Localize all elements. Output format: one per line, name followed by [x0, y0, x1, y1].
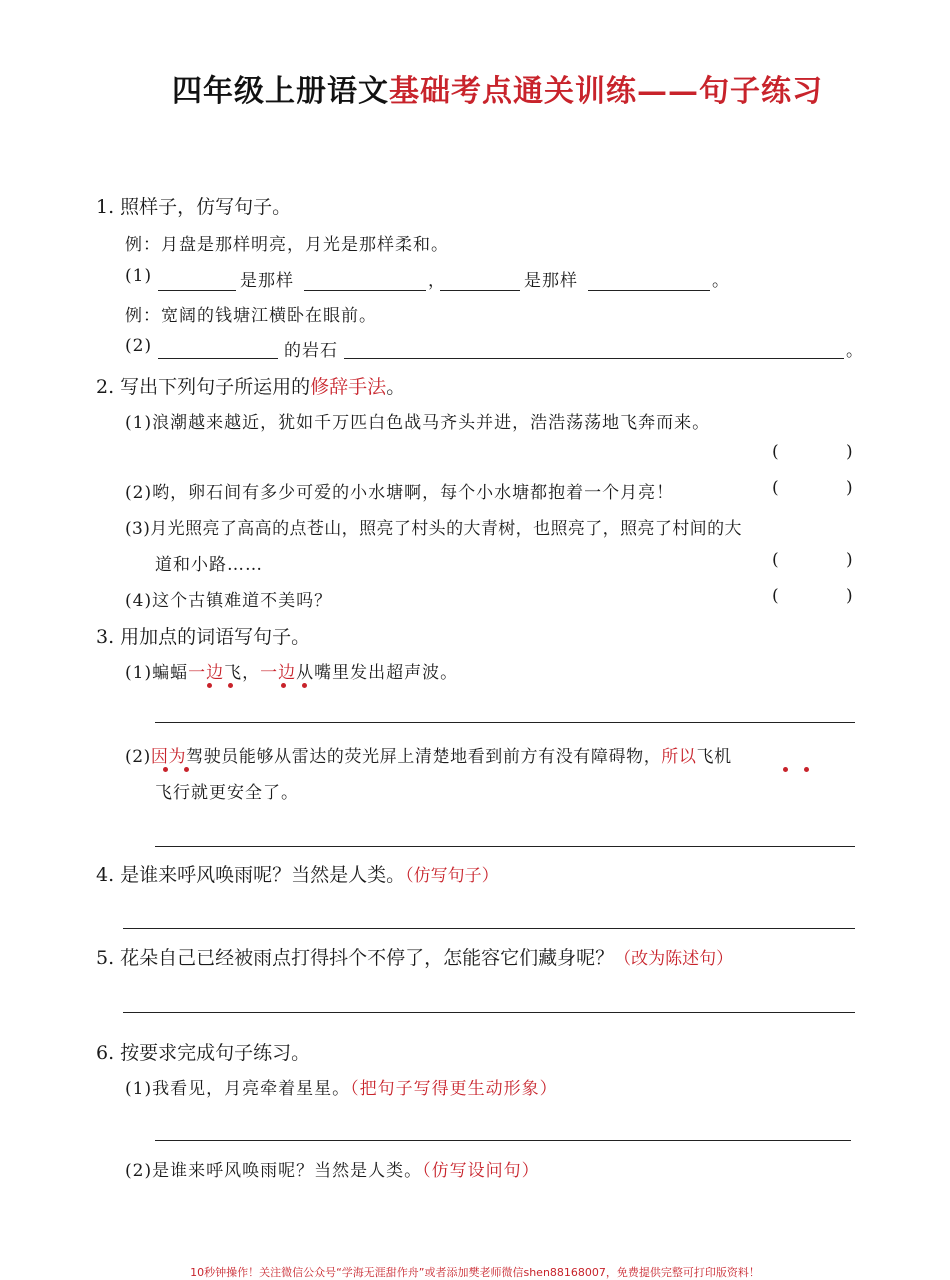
- q4-text: 4. 是谁来呼风唤雨呢？当然是人类。: [96, 864, 406, 886]
- q3-item1-e: 从嘴里发出超声波。: [296, 663, 459, 683]
- q3-item1-keyword1: 一边: [188, 663, 225, 683]
- emphasis-dot: [783, 767, 788, 772]
- q2-item2-paren-close[interactable]: ): [846, 478, 853, 498]
- q2-item3-line1: (3)月光照亮了高高的点苍山，照亮了村头的大青树，也照亮了，照亮了村间的大: [125, 519, 742, 539]
- emphasis-dot: [804, 767, 809, 772]
- q1-example1: 例：月盘是那样明亮，月光是那样柔和。: [125, 235, 449, 255]
- q3-item2-a: (2): [125, 747, 151, 767]
- emphasis-dot: [184, 767, 189, 772]
- page-title: [172, 66, 823, 110]
- footer-note: 10秒钟操作！关注微信公众号“学海无涯甜作舟”或者添加樊老师微信shen88168007，免费提供完整可打印版资料！: [190, 1266, 760, 1279]
- q2-item4-paren-open: (: [772, 586, 779, 606]
- q6-item2-text: (2)是谁来呼风唤雨呢？当然是人类。: [125, 1161, 423, 1181]
- q1-item2-blank2[interactable]: [344, 358, 844, 359]
- q2-heading-suffix: 。: [386, 376, 406, 398]
- q3-heading: 3. 用加点的词语写句子。: [96, 626, 311, 648]
- emphasis-dot: [163, 767, 168, 772]
- q6-item2: [125, 1156, 540, 1181]
- q3-item2-keyword2: 所以: [661, 747, 697, 767]
- q5-answer-line[interactable]: [123, 1012, 855, 1013]
- q3-item2-e: 飞机: [696, 747, 732, 767]
- q3-item2-line2: 飞行就更安全了。: [155, 783, 299, 803]
- q3-item2-keyword1: 因为: [150, 747, 187, 767]
- q3-item2-line1: [125, 742, 732, 767]
- emphasis-dot: [207, 683, 212, 688]
- q3-item2-c: 驾驶员能够从雷达的荧光屏上清楚地看到前方有没有障碍物，: [186, 747, 662, 767]
- q2-item1-paren-open: (: [772, 442, 779, 462]
- q1-item1-comma: ，: [428, 271, 446, 291]
- q4: [96, 860, 499, 887]
- q1-item1-mid2: 是那样: [524, 271, 578, 291]
- q6-item1-hint: （把句子写得更生动形象）: [350, 1079, 558, 1099]
- emphasis-dot: [302, 683, 307, 688]
- q3-item2-answer-line[interactable]: [155, 846, 855, 847]
- q1-item2-blank1[interactable]: [158, 358, 278, 359]
- emphasis-dot: [228, 683, 233, 688]
- q3-item1-a: (1)蝙蝠: [125, 663, 189, 683]
- title-part2: 基础考点通关训练——句子练习: [389, 74, 823, 109]
- q6-item2-hint: （仿写设问句）: [422, 1161, 540, 1181]
- q2-item2-paren-open: (: [772, 478, 779, 498]
- q6-item1: [125, 1074, 558, 1099]
- q1-item1-num: (1): [125, 266, 153, 286]
- q1-item1-blank1[interactable]: [158, 290, 236, 291]
- q4-hint: （仿写句子）: [405, 866, 499, 886]
- q1-item2-mid: 的岩石: [284, 341, 338, 361]
- q3-item1-c: 飞，: [224, 663, 261, 683]
- q1-item1-blank3[interactable]: [440, 290, 520, 291]
- q1-item1-blank2[interactable]: [304, 290, 426, 291]
- q1-item1-mid1: 是那样: [240, 271, 294, 291]
- q1-item1-end: 。: [712, 271, 730, 291]
- q5-text: 5. 花朵自己已经被雨点打得抖个不停了，怎能容它们藏身呢？: [96, 947, 615, 969]
- q1-example2: 例：宽阔的钱塘江横卧在眼前。: [125, 306, 377, 326]
- q1-item2-num: (2): [125, 336, 153, 356]
- q6-item1-answer-line[interactable]: [155, 1140, 851, 1141]
- emphasis-dot: [281, 683, 286, 688]
- q4-answer-line[interactable]: [123, 928, 855, 929]
- q1-heading: 1. 照样子，仿写句子。: [96, 196, 292, 218]
- q5-hint: （改为陈述句）: [614, 949, 734, 969]
- q2-heading-red: 修辞手法: [310, 376, 387, 398]
- q2-item1: (1)浪潮越来越近，犹如千万匹白色战马齐头并进，浩浩荡荡地飞奔而来。: [125, 413, 711, 433]
- q2-heading-prefix: 2. 写出下列句子所运用的: [96, 376, 311, 398]
- q2-item3-line2: 道和小路……: [155, 555, 263, 575]
- q2-item4: (4)这个古镇难道不美吗？: [125, 591, 333, 611]
- q3-item1: [125, 658, 458, 683]
- q2-item1-paren-close[interactable]: ): [846, 442, 853, 462]
- q1-item1-blank4[interactable]: [588, 290, 710, 291]
- q2-item3-paren-open: (: [772, 550, 779, 570]
- q2-item3-paren-close[interactable]: ): [846, 550, 853, 570]
- q5: [96, 943, 733, 970]
- title-part1: 四年级上册语文: [172, 74, 389, 109]
- q6-item1-text: (1)我看见，月亮牵着星星。: [125, 1079, 351, 1099]
- q2-item2: (2)哟，卵石间有多少可爱的小水塘啊，每个小水塘都抱着一个月亮！: [125, 483, 675, 503]
- q6-heading: 6. 按要求完成句子练习。: [96, 1042, 311, 1064]
- q3-item1-keyword2: 一边: [260, 663, 297, 683]
- q2-heading: [96, 372, 405, 399]
- q1-item2-end: 。: [846, 341, 864, 361]
- q3-item1-answer-line[interactable]: [155, 722, 855, 723]
- q2-item4-paren-close[interactable]: ): [846, 586, 853, 606]
